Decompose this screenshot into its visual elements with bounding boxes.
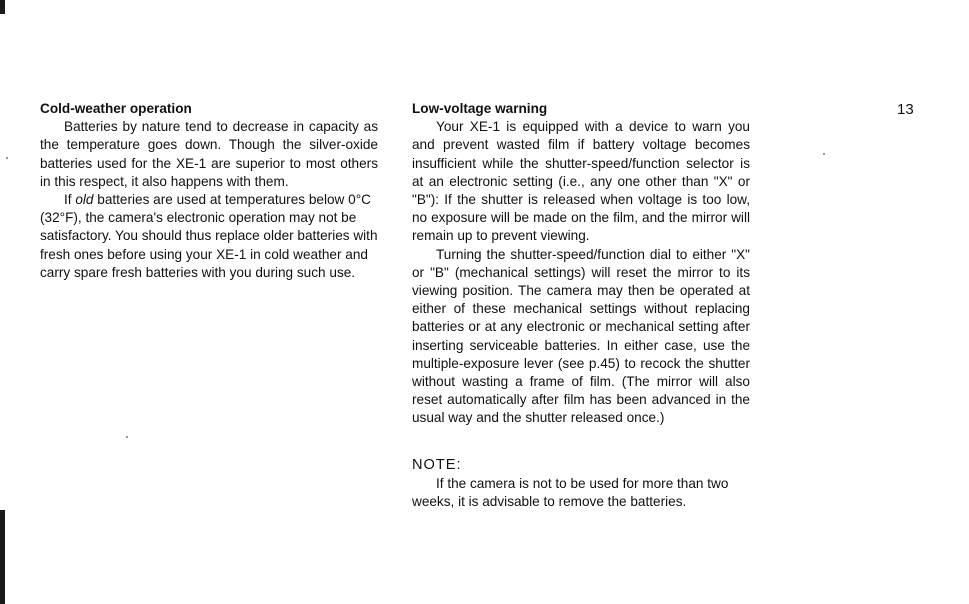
cold-weather-section [40,100,378,282]
low-voltage-paragraph-1: Your XE-1 is equipped with a device to warn you and prevent wasted film if battery voltage becomes insufficient while the shutter-speed/function selector is at an electronic setting (i.e., any one other than "X" or "B"): If the shutter is released when voltage is too low, no exposure will be made on the film, and the mirror will remain up to prevent viewing. [412,119,750,244]
low-voltage-paragraph-2: Turning the shutter-speed/function dial to either "X" or "B" (mechanical settings) will reset the mirror to its viewing position. The camera may then be operated at either of these mechanical settings without replacing batteries or at any electronic or mechanical setting after inserting serviceable batteries. In either case, use the multiple-exposure lever (see p.45) to recock the shutter without wasting a frame of film. (The mirror will also reset automatically after film has been advanced in the usual way and the shutter released once.) [412,246,750,426]
cold-weather-paragraph-2 [40,191,378,282]
speck [6,157,8,159]
page-edge-mark-upper [0,0,5,14]
speck [126,436,128,438]
para2-start: If [64,192,76,208]
para2-rest: batteries are used at temperatures below 0°C (32°F), the camera's electronic operation may not be satisfactory. You should thus replace older batteries with fresh ones before using your XE-1 in cold weather and carry spare fresh batteries with you during such use. [40,192,378,280]
cold-weather-paragraph-1: Batteries by nature tend to decrease in capacity as the temperature goes down. Though the silver-oxide batteries used for the XE-1 are superior to most others in this respect, it also happens with them. [40,119,378,189]
note-heading: NOTE: [412,456,462,473]
low-voltage-heading: Low-voltage warning [412,101,548,116]
emphasis-old: old [75,192,94,208]
page-edge-mark-lower [0,510,5,604]
speck [823,153,825,155]
low-voltage-section [412,100,750,511]
cold-weather-heading: Cold-weather operation [40,101,192,116]
page-number: 13 [897,101,914,118]
note-text: If the camera is not to be used for more than two weeks, it is advisable to remove the batteries. [412,475,729,509]
